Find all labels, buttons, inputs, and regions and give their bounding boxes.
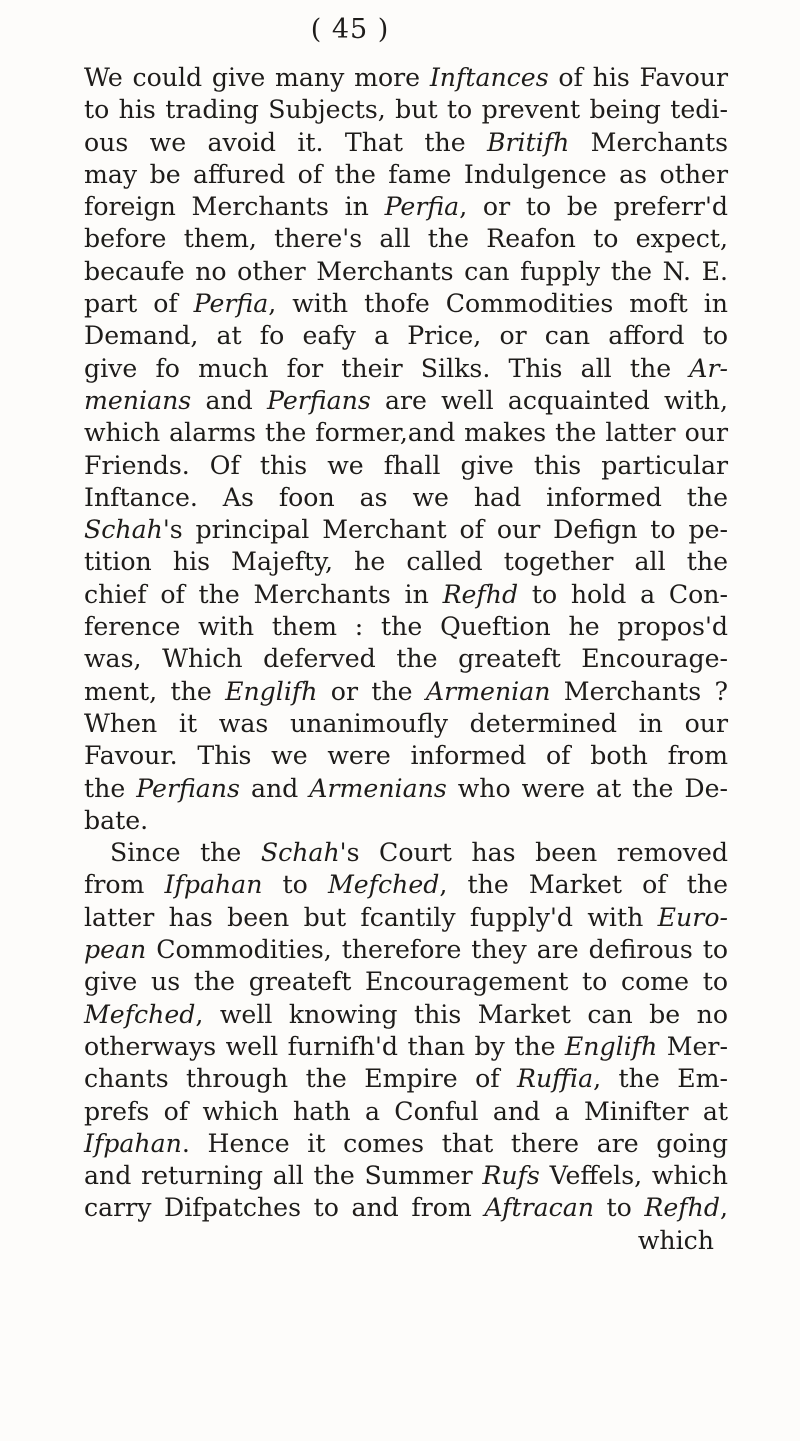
text-line: Demand, at fo eafy a Price, or can afford to (84, 321, 728, 351)
text-line: latter has been but fcantily fupply'd with Euro- (84, 902, 728, 932)
text-line: otherways well furnifh'd than by the Englifh Mer- (84, 1031, 728, 1061)
text-line: which (637, 1225, 714, 1255)
text-line: Ifpahan. Hence it comes that there are going (84, 1128, 728, 1158)
text-line: menians and Perfians are well acquainted with, (84, 385, 728, 415)
text-line: prefs of which hath a Conful and a Minifter at (84, 1096, 728, 1126)
text-line: from Ifpahan to Mefched, the Market of the (84, 870, 728, 900)
text-line: chief of the Merchants in Refhd to hold a Con- (84, 579, 729, 609)
text-line: foreign Merchants in Perfia, or to be preferr'd (84, 192, 728, 222)
text-line: Inftance. As foon as we had informed the (84, 482, 728, 512)
text-line: give fo much for their Silks. This all the Ar- (84, 353, 728, 383)
text-line: give us the greateft Encouragement to come to (84, 967, 728, 997)
text-line: Favour. This we were informed of both from (84, 741, 728, 771)
text-line: Schah's principal Merchant of our Defign to pe- (84, 515, 728, 545)
text-line: When it was unanimoufly determined in our (84, 708, 728, 738)
text-line: pean Commodities, therefore they are defirous to (84, 935, 728, 965)
body-text (84, 62, 728, 1257)
text-line: bate. (84, 805, 149, 835)
text-line: to his trading Subjects, but to prevent being tedi- (84, 95, 728, 125)
text-line: Friends. Of this we fhall give this particular (84, 450, 728, 480)
text-line: carry Difpatches to and from Aftracan to Refhd, (84, 1193, 728, 1223)
text-line: part of Perfia, with thofe Commodities moft in (84, 289, 728, 319)
text-line: chants through the Empire of Ruffia, the Em- (84, 1064, 728, 1094)
text-line: We could give many more Inftances of his Favour (84, 63, 728, 92)
text-line: was, Which deferved the greateft Encourage- (84, 644, 728, 674)
text-line: Mefched, well knowing this Market can be no (84, 999, 728, 1029)
page-number: ( 45 ) (310, 14, 390, 45)
text-line: ment, the Englifh or the Armenian Merchants ? (84, 676, 728, 706)
text-line: the Perfians and Armenians who were at the De- (84, 773, 729, 803)
text-line: ous we avoid it. That the Britifh Merchants (84, 127, 728, 157)
text-line: may be affured of the fame Indulgence as other (84, 159, 728, 189)
text-line: before them, there's all the Reafon to expect, (84, 224, 728, 254)
text-line: tition his Majefty, he called together all the (84, 547, 728, 577)
text-line: and returning all the Summer Rufs Veffels, which (84, 1161, 729, 1191)
text-line: Since the Schah's Court has been removed (110, 838, 728, 868)
text-line: ference with them : the Queftion he propos'd (84, 612, 728, 642)
text-line: which alarms the former,and makes the latter our (84, 418, 728, 448)
text-line: becaufe no other Merchants can fupply the N. E. (84, 256, 728, 286)
